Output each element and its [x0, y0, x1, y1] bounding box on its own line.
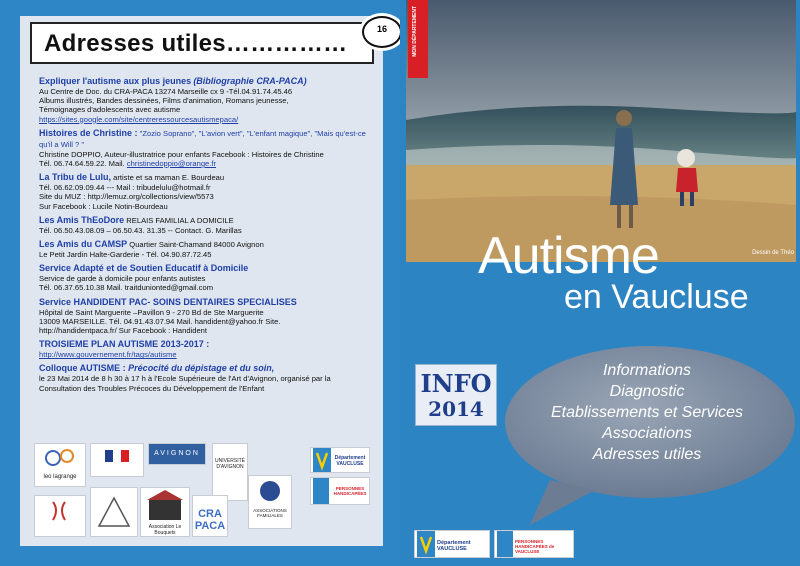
entry-title: La Tribu de Lulu, [39, 172, 111, 183]
cover-bottom-logos [414, 530, 574, 556]
entry-title: Histoires de Christine : [39, 127, 138, 138]
entry-line: Albums illustrés, Bandes dessinées, Films d'animation, Romans jeunesse, [39, 96, 289, 106]
entry-line: Témoignages d'adolescents avec autisme [39, 105, 181, 115]
entry-line: http://handidentpaca.fr/ Sur Facebook : Handident [39, 326, 208, 336]
entry-link[interactable]: https://sites.google.com/site/centreressourcesautismepaca/ [39, 114, 239, 124]
entry-amis-camsp [39, 239, 369, 259]
page-number: 16 [376, 24, 387, 34]
entry-amis-theodore [39, 215, 369, 235]
entry-line: 13009 MARSEILLE. Tél. 04.91.43.07.94 Mail. handident@yahoo.fr Site. [39, 316, 281, 326]
topic-etablissements: Etablissements et Services [550, 404, 744, 421]
entry-line: Au Centre de Doc. du CRA-PACA 13274 Marseille cx 9 -Tél.04.91.74.45.46 [39, 87, 293, 96]
partner-logos [32, 443, 377, 538]
entry-link[interactable]: christinedoppio@orange.fr [126, 159, 217, 169]
info-year: 2014 [428, 397, 484, 421]
entry-service-adapte [39, 263, 369, 292]
logo-avignon: AVIGNON [148, 443, 206, 465]
logo-departement-vaucluse: Département VAUCLUSE [414, 530, 490, 558]
entry-line: Sur Facebook : Lucile Notin-Bourdeau [39, 201, 168, 211]
entry-line: Christine DOPPIO, Auteur-illustratrice pour enfants Facebook : Histoires de Christine [39, 149, 324, 159]
topic-informations: Informations [602, 362, 692, 379]
logo-departement-vaucluse: Département VAUCLUSE [310, 447, 370, 473]
entry-title: Expliquer l'autisme aux plus jeunes [39, 76, 192, 86]
painting-credit: Dessin de Théo [752, 250, 794, 256]
cover-page [400, 0, 800, 566]
logo-mdph: PERSONNES HANDICAPÉES de VAUCLUSE [494, 530, 574, 558]
entry-line: Hôpital de Saint Marguerite –Pavillon 9 - 270 Bd de Ste Marguerite [39, 307, 264, 317]
entry-line: Tél. 06.50.43.08.09 – 06.50.43. 31.35 -- Contact. G. Marillas [39, 225, 242, 235]
cover-painting [406, 0, 796, 262]
topic-associations: Associations [602, 425, 692, 442]
cover-subtitle: en Vaucluse [564, 278, 749, 316]
title-box [30, 22, 387, 64]
entry-line: le 23 Mai 2014 de 8 h 30 à 17 h à l'Ecole Supérieure de l'Art d'Avignon, organisé par la [39, 374, 331, 384]
logo-republique [90, 443, 144, 477]
logo-association-bouquets: Association Le Bouquets [140, 487, 190, 537]
cover-topics [502, 360, 792, 465]
entry-expliquer-autisme [39, 76, 369, 124]
logo-mdph: PERSONNES HANDICAPÉES [310, 477, 370, 505]
info-label: INFO [420, 369, 492, 398]
entry-title: Les Amis du CAMSP [39, 239, 128, 250]
page-number-bubble [362, 16, 402, 48]
entry-line: Tél. 06.62.09.09.44 --- Mail : tribudelulu@hotmail.fr [39, 183, 211, 193]
entry-line: Consultation des Troubles Précoces du Développement de l'Enfant [39, 383, 265, 393]
logo-cra-paca: CRA PACA [192, 495, 228, 537]
entry-handident [39, 297, 369, 336]
entry-tribu-lulu [39, 172, 369, 211]
entry-note: (Bibliographie CRA-PACA) [193, 76, 307, 86]
topic-diagnostic: Diagnostic [609, 383, 685, 400]
page-title: Adresses utiles…………… [44, 30, 348, 57]
entry-note: Précocité du dépistage et du soin, [125, 363, 275, 374]
logo-pas-a-pas [90, 487, 138, 537]
logo-leo-lagrange: leo lagrange [34, 443, 86, 487]
entry-colloque [39, 363, 369, 392]
entry-title: Service HANDIDENT PAC- SOINS DENTAIRES SPECIALISES [39, 296, 297, 307]
entry-subtitle: RELAIS FAMILIAL A DOMICILE [124, 215, 234, 225]
logo-universite: UNIVERSITÉ D'AVIGNON [212, 443, 248, 501]
entry-line: Service de garde à domicile pour enfants autistes [39, 274, 206, 284]
entry-line: Site du MUZ : http://lemuz.org/collections/view/5573 [39, 192, 214, 202]
entry-subtitle: artiste et sa maman E. Bourdeau [111, 173, 225, 183]
entry-plan-autisme [39, 339, 369, 359]
entry-quote: "Zozio Soprano", "L'avion vert", "L'enfant magique", "Mais qu'est-ce qu'il a Will ? " [39, 128, 366, 149]
addresses-list [39, 76, 369, 397]
entry-title: Les Amis ThEoDore [39, 214, 125, 225]
entry-line: Le Petit Jardin Halte-Garderie - Tél. 04.90.87.72.45 [39, 250, 212, 260]
entry-line: Tél. 06.37.65.10.38 Mail. traitdunionted@gmail.com [39, 283, 214, 293]
department-ribbon: MON DÉPARTEMENT [408, 0, 428, 78]
topic-adresses: Adresses utiles [592, 446, 702, 463]
entry-line: Tél. 06.74.64.59.22. Mail. [39, 159, 125, 169]
logo-leo-lagrange-2 [34, 495, 86, 537]
entry-title: Service Adapté et de Soutien Educatif à Domicile [39, 263, 249, 274]
logo-associations-familiales: ASSOCIATIONS FAMILIALES [248, 475, 292, 529]
entry-link[interactable]: http://www.gouvernement.fr/tags/autisme [39, 350, 177, 360]
entry-title: TROISIEME PLAN AUTISME 2013-2017 : [39, 339, 210, 350]
info-year-box [415, 364, 497, 426]
addresses-card [20, 16, 387, 546]
cover-title: Autisme [478, 227, 659, 285]
entry-subtitle: Quartier Saint-Chamand 84000 Avignon [127, 240, 264, 250]
entry-title: Colloque AUTISME : [39, 363, 126, 374]
entry-histoires-christine [39, 128, 369, 168]
